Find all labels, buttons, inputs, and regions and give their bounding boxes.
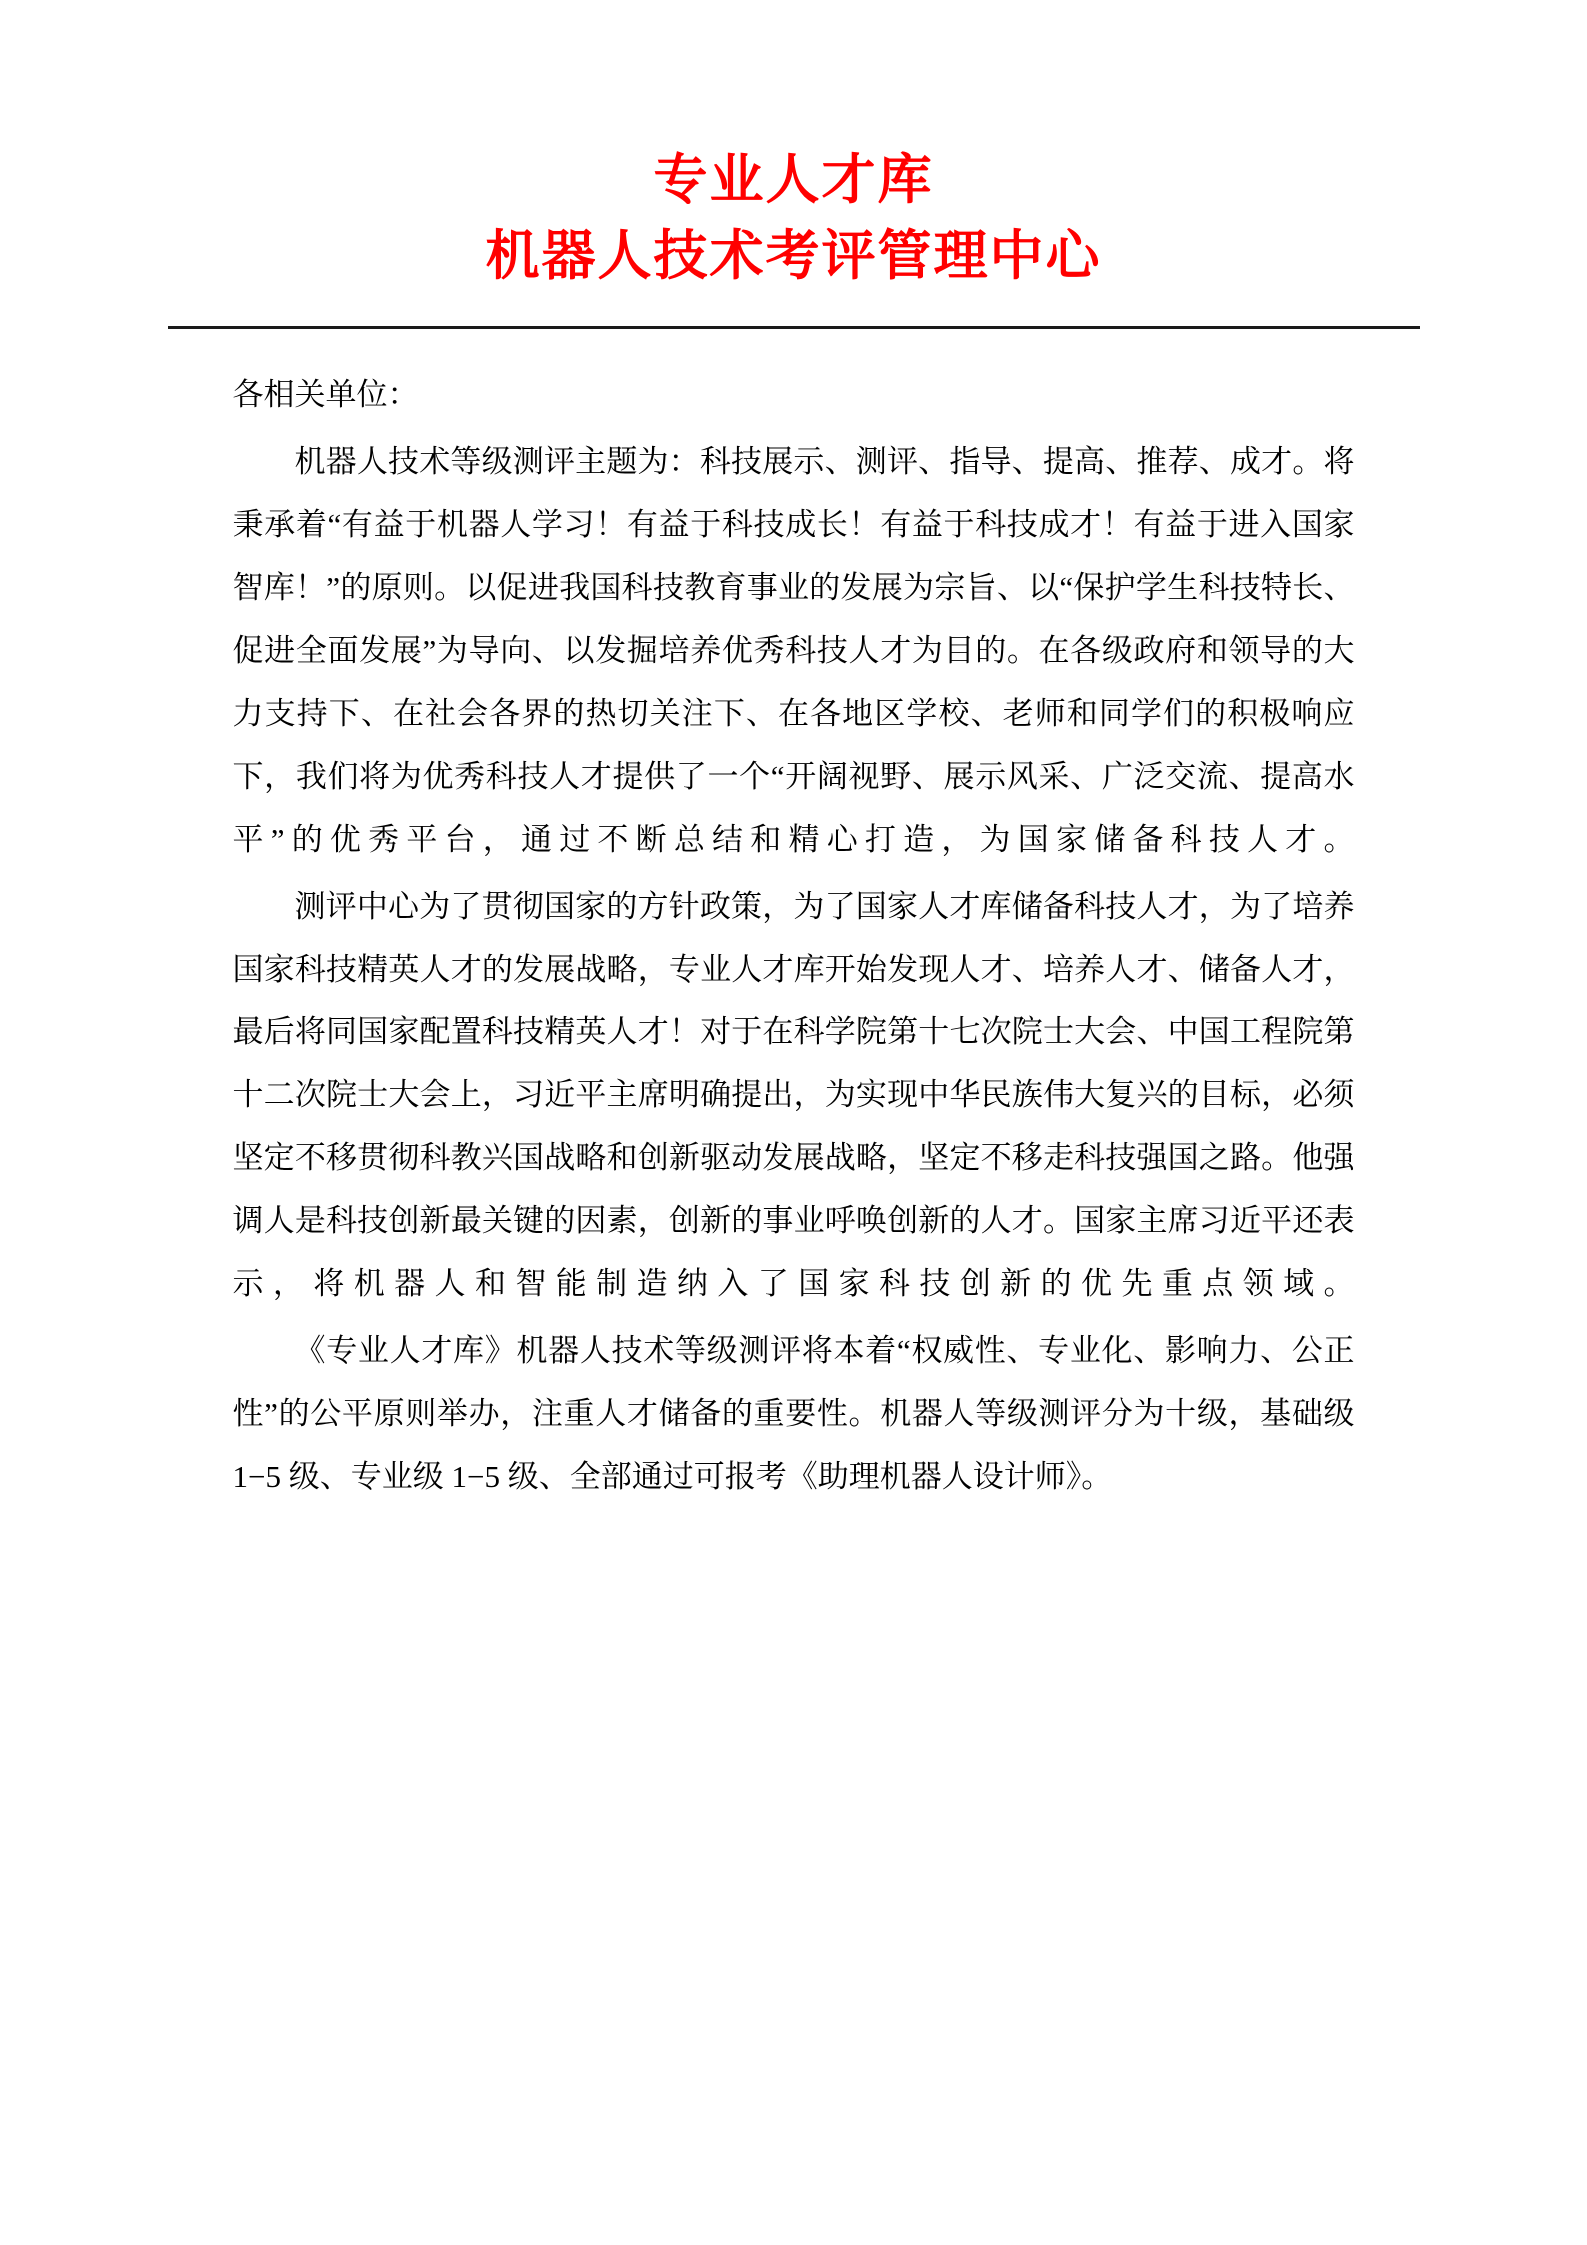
document-title-line-2: 机器人技术考评管理中心 bbox=[485, 225, 1102, 286]
body-paragraph-2: 测评中心为了贯彻国家的方针政策，为了国家人才库储备科技人才，为了培养国家科技精英人才的发展战略，专业人才库开始发现人才、培养人才、储备人才，最后将同国家配置科技精英人才！对于在科学院第十七次院士大会、中国工程院第十二次院士大会上，习近平主席明确提出，为实现中华民族伟大复兴的目标，必须坚定不移贯彻科教兴国战略和创新驱动发展战略，坚定不移走科技强国之路。他强调人是科技创新最关键的因素，创新的事业呼唤创新的人才。国家主席习近平还表示，将机器人和智能制造纳入了国家科技创新的优先重点领域。 bbox=[232, 888, 1355, 1302]
document-body bbox=[233, 329, 1355, 1509]
body-paragraph-3: 《专业人才库》机器人技术等级测评将本着“权威性、专业化、影响力、公正性”的公平原则举办，注重人才储备的重要性。机器人等级测评分为十级，基础级 1−5 级、专业级 1−5 级、全部通过可报考《助理机器人设计师》。 bbox=[232, 1333, 1355, 1494]
document-header bbox=[0, 0, 1587, 290]
salutation: 各相关单位： bbox=[232, 376, 419, 412]
body-paragraph-1: 机器人技术等级测评主题为：科技展示、测评、指导、提高、推荐、成才。将秉承着“有益于机器人学习！有益于科技成长！有益于科技成才！有益于进入国家智库！”的原则。以促进我国科技教育事业的发展为宗旨、以“保护学生科技特长、促进全面发展”为导向、以发掘培养优秀科技人才为目的。在各级政府和领导的大力支持下、在社会各界的热切关注下、在各地区学校、老师和同学们的积极响应下，我们将为优秀科技人才提供了一个“开阔视野、展示风采、广泛交流、提高水平”的优秀平台，通过不断总结和精心打造，为国家储备科技人才。 bbox=[232, 444, 1355, 857]
document-title-line-1: 专业人才库 bbox=[653, 150, 934, 210]
